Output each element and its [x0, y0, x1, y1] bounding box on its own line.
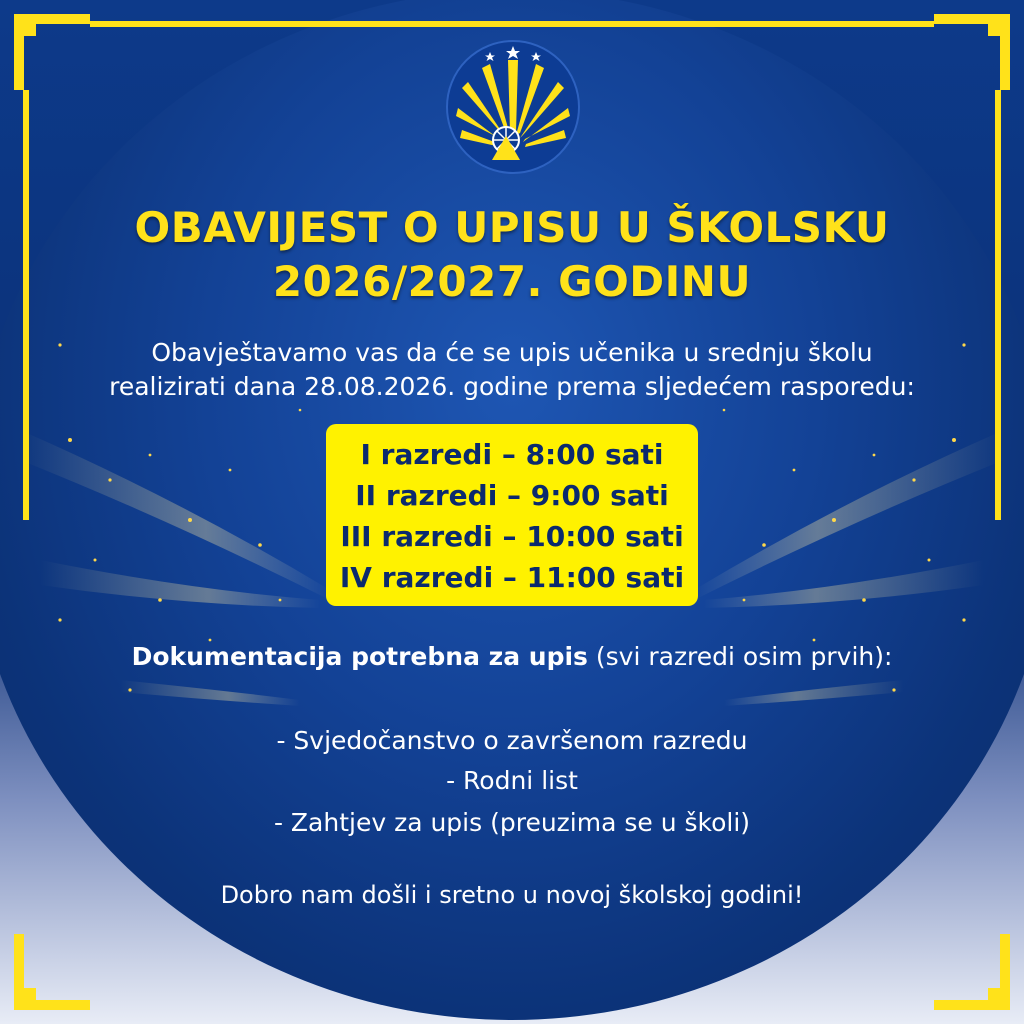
- title-line-2: 2026/2027. GODINU: [272, 257, 752, 306]
- document-item-3: - Zahtjev za upis (preuzima se u školi): [273, 808, 751, 837]
- document-item-1: - Svjedočanstvo o završenom razredu: [276, 726, 748, 755]
- intro-line-2: realizirati dana 28.08.2026. godine prema sljedećem rasporedu:: [109, 372, 915, 401]
- schedule-row-3: III razredi – 10:00 sati: [340, 520, 684, 553]
- title-line-1: OBAVIJEST O UPISU U ŠKOLSKU: [134, 203, 890, 252]
- documents-heading: [0, 640, 1024, 674]
- schedule-box: [326, 424, 698, 606]
- documents-heading-bold: Dokumentacija potrebna za upis: [131, 642, 588, 671]
- intro-line-1: Obavještavamo vas da će se upis učenika u srednju školu: [151, 338, 873, 367]
- schedule-row-2: II razredi – 9:00 sati: [355, 479, 669, 512]
- document-item-2: - Rodni list: [446, 766, 578, 795]
- schedule-row-1: I razredi – 8:00 sati: [360, 438, 664, 471]
- closing-message: Dobro nam došli i sretno u novoj školskoj godini!: [220, 881, 804, 909]
- documents-heading-note: (svi razredi osim prvih):: [595, 642, 893, 671]
- schedule-row-4: IV razredi – 11:00 sati: [339, 561, 685, 594]
- school-sunburst-logo: [446, 40, 580, 174]
